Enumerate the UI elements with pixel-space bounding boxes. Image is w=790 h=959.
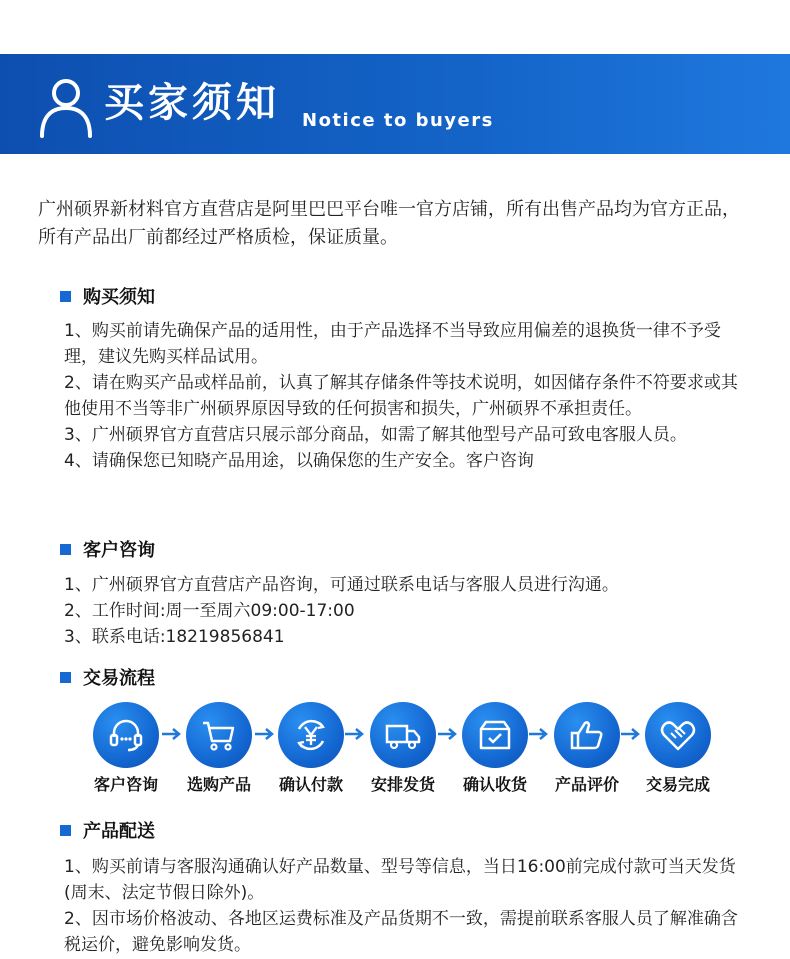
list-item: 1、购买前请与客服沟通确认好产品数量、型号等信息，当日16:00前完成付款可当天发货(周末、法定节假日除外)。 <box>64 857 736 903</box>
section-title-consult: 客户咨询 <box>60 539 155 563</box>
flow-step-label: 确认收货 <box>462 775 527 794</box>
flow-step-complete <box>628 702 728 795</box>
flow-step-label: 客户咨询 <box>93 775 158 794</box>
flow-step-label: 确认付款 <box>278 775 343 794</box>
list-item: 2、请在购买产品或样品前，认真了解其存储条件等技术说明，如因储存条件不符要求或其他使用不当等非广州硕界原因导致的任何损害和损失，广州硕界不承担责任。 <box>64 373 738 419</box>
flow-step-label: 安排发货 <box>370 775 435 794</box>
user-icon <box>38 76 94 138</box>
truck-icon <box>383 715 423 755</box>
headset-icon <box>106 715 146 755</box>
list-item: 1、购买前请先确保产品的适用性，由于产品选择不当导致应用偏差的退换货一律不予受理，建议先购买样品试用。 <box>64 321 721 367</box>
flow-step-select <box>169 702 269 795</box>
banner-title: 买家须知 <box>104 80 280 126</box>
yuan-payment-icon <box>291 715 331 755</box>
banner-subtitle: Notice to buyers <box>302 110 494 131</box>
thumbs-up-icon <box>567 715 607 755</box>
flow-step-payment <box>261 702 361 795</box>
flow-step-label: 选购产品 <box>186 775 251 794</box>
list-item: 2、工作时间:周一至周六09:00-17:00 <box>64 601 355 621</box>
list-item: 3、广州硕界官方直营店只展示部分商品，如需了解其他型号产品可致电客服人员。 <box>64 425 687 445</box>
section-body-delivery <box>64 854 744 958</box>
cart-icon <box>199 715 239 755</box>
flow-step-consult <box>76 702 176 795</box>
header-banner <box>0 54 790 154</box>
section-marker <box>60 291 71 302</box>
flow-step-ship <box>353 702 453 795</box>
section-marker <box>60 544 71 555</box>
section-body-consult <box>64 572 744 650</box>
transaction-flow <box>0 702 790 802</box>
handshake-icon <box>658 715 698 755</box>
list-item: 2、因市场价格波动、各地区运费标准及产品货期不一致，需提前联系客服人员了解准确含税运价，避免影响发货。 <box>64 909 738 955</box>
section-title-delivery: 产品配送 <box>60 820 155 844</box>
flow-step-receive <box>445 702 545 795</box>
list-item: 1、广州硕界官方直营店产品咨询，可通过联系电话与客服人员进行沟通。 <box>64 575 619 595</box>
flow-step-label: 交易完成 <box>645 775 710 794</box>
section-marker <box>60 672 71 683</box>
section-title-purchase: 购买须知 <box>60 286 155 310</box>
intro-text: 广州硕界新材料官方直营店是阿里巴巴平台唯一官方店铺，所有出售产品均为官方正品，所有产品出厂前都经过严格质检，保证质量。 <box>38 199 740 248</box>
list-item: 4、请确保您已知晓产品用途，以确保您的生产安全。客户咨询 <box>64 451 534 471</box>
section-title-flow: 交易流程 <box>60 667 155 691</box>
section-marker <box>60 825 71 836</box>
section-body-purchase <box>64 318 744 474</box>
list-item: 3、联系电话:18219856841 <box>64 627 285 647</box>
flow-step-label: 产品评价 <box>554 775 619 794</box>
package-check-icon <box>475 715 515 755</box>
flow-step-review <box>537 702 637 795</box>
